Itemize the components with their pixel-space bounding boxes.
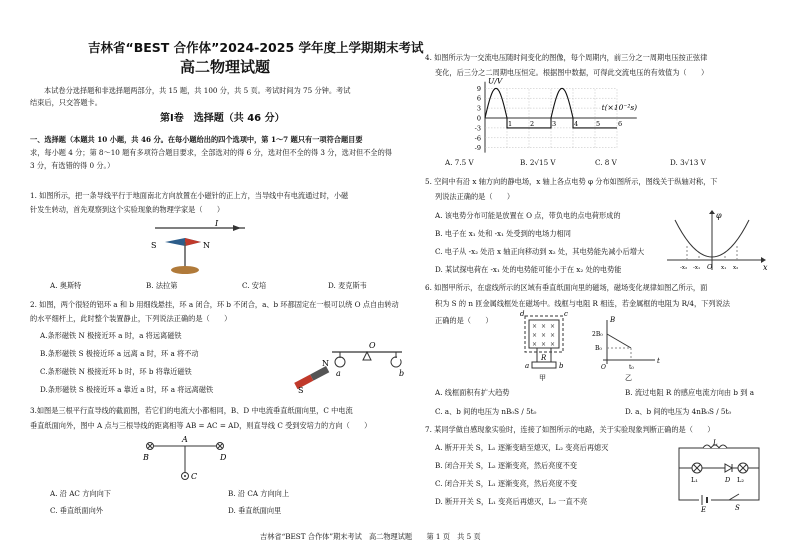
q7-line-1: 7. 某同学做自感现象实验时，连接了如图所示的电路，关于实验现象判断正确的是（ ） (425, 425, 715, 434)
instructions-line-1: 本试卷分选择题和非选择题两部分，共 15 题，共 100 分，共 5 页。考试时间为 75 分钟。考试 (44, 86, 351, 95)
q1-current-label: I (215, 219, 219, 228)
exam-title: 吉林省“BEST 合作体”2024-2025 学年度上学期期末考试 (88, 40, 424, 55)
q7-circuit-figure (673, 440, 765, 512)
q4-option-b[interactable]: B. 2√15 V (520, 158, 556, 167)
q4-x-axis-label: t(×10⁻²s) (601, 102, 638, 112)
q5-origin-label: O (707, 263, 713, 271)
q4-y-tick-label: -9 (474, 144, 481, 153)
q4-line-1: 4. 如图所示为一交流电压随时间变化的图像，每个周期内，前三分之一周期电压按正弦律 (425, 53, 708, 62)
q5-option-b[interactable]: B. 电子在 x₁ 处和 -x₁ 处受到的电场力相同 (435, 229, 571, 238)
q1-option-b[interactable]: B. 法拉第 (146, 281, 178, 290)
q6-yi-label: 乙 (625, 374, 632, 382)
q6-line-2: 积为 S 的 n 匝金属线框处在磁场中。线框与电阻 R 相连，若金属框的电阻为 R/4，下列说法 (435, 299, 730, 308)
q2-o-label: O (369, 341, 376, 350)
q5-option-a[interactable]: A. 该电势分布可能是放置在 O 点，带负电的点电荷形成的 (435, 211, 621, 220)
svg-text:×: × (541, 323, 547, 330)
exam-subtitle: 高二物理试题 (180, 58, 271, 76)
q5-tick-neg-x1: -x₁ (693, 265, 701, 271)
q4-y-tick-label: 6 (476, 94, 481, 103)
q6-option-a[interactable]: A. 线框面积有扩大趋势 (435, 388, 510, 397)
q4-option-c[interactable]: C. 8 V (595, 158, 617, 167)
svg-text:×: × (541, 341, 547, 348)
q4-x-tick-label: 1 (508, 120, 513, 128)
q1-option-c[interactable]: C. 安培 (242, 281, 267, 290)
q4-y-tick-label: 0 (476, 114, 481, 123)
q4-x-tick-label: 2 (530, 120, 535, 128)
q4-x-tick-label: 4 (574, 120, 579, 128)
q6-d-label: d (520, 310, 525, 318)
q7-l2-label: L₂ (737, 476, 744, 484)
q7-s-label: S (735, 504, 740, 512)
q4-option-d[interactable]: D. 3√13 V (670, 158, 706, 167)
svg-text:×: × (541, 332, 547, 339)
q5-line-2: 列说法正确的是（ ） (435, 192, 515, 201)
q3-a-label: A (182, 435, 188, 444)
svg-text:×: × (532, 323, 538, 330)
q6-b-label: b (559, 362, 564, 370)
q6-a-label: a (525, 362, 530, 370)
q7-d-label: D (725, 476, 731, 484)
q6-c-label: c (564, 310, 568, 318)
q3-option-b[interactable]: B. 沿 CA 方向向上 (228, 489, 290, 498)
q5-tick-x2: x₂ (733, 265, 739, 271)
q3-line-2: 垂直纸面向外，图中 A 点与三根导线的距离相等 AB = AC = AD，则直导线 C 受到安培力的方向（ ） (30, 421, 372, 430)
q2-line-1: 2. 如图，两个很轻的铝环 a 和 b 用细线悬挂，环 a 闭合，环 b 不闭合，a、b 环都固定在一根可以绕 O 点自由转动 (30, 300, 399, 309)
q4-x-tick-label: 3 (552, 120, 557, 128)
q4-y-tick-label: 9 (476, 84, 481, 93)
q5-option-d[interactable]: D. 某试探电荷在 -x₁ 处的电势能可能小于在 x₂ 处的电势能 (435, 265, 622, 274)
q6-b0-label: B₀ (595, 345, 602, 352)
svg-text:×: × (532, 332, 538, 339)
q4-x-tick-label: 6 (618, 120, 623, 128)
q6-line-3: 正确的是（ ） (435, 316, 493, 325)
q5-potential-figure (667, 210, 767, 272)
q6-t0-label: t₀ (629, 364, 634, 371)
q1-s-label: S (151, 241, 157, 250)
q7-e-label: E (701, 506, 707, 514)
q1-n-label: N (203, 241, 210, 250)
q3-d-label: D (220, 453, 227, 462)
svg-text:×: × (550, 323, 556, 330)
q1-option-d[interactable]: D. 麦克斯韦 (328, 281, 367, 290)
q2-s-label: S (298, 386, 304, 395)
q3-option-a[interactable]: A. 沿 AC 方向向下 (50, 489, 111, 498)
q7-option-c[interactable]: C. 闭合开关 S，L₁ 逐渐变亮，然后亮度不变 (435, 479, 577, 488)
q5-phi-label: φ (716, 211, 722, 220)
q6-circuit-figure (517, 312, 667, 384)
q4-y-tick-label: -6 (474, 134, 481, 143)
q5-tick-neg-x2: -x₂ (680, 265, 688, 271)
q7-l1-label: L₁ (691, 476, 698, 484)
left-column (30, 0, 424, 560)
q3-c-label: C (191, 472, 198, 481)
q3-option-c[interactable]: C. 垂直纸面向外 (50, 506, 103, 515)
q2-line-2: 的水平细杆上，此时整个装置静止，下列说法正确的是（ ） (30, 314, 232, 323)
q5-option-c[interactable]: C. 电子从 -x₂ 处沿 x 轴正向移动到 x₂ 处，其电势能先减小后增大 (435, 247, 645, 256)
q7-option-d[interactable]: D. 断开开关 S，L₁ 变亮后再熄灭，L₂ 一直不亮 (435, 497, 588, 506)
section-heading: 第Ⅰ卷 选择题（共 46 分） (160, 113, 285, 124)
q4-voltage-chart (465, 76, 665, 154)
q3-line-1: 3.如图是三根平行直导线的截面图，若它们的电流大小都相同，B、D 中电流垂直纸面向里，C 中电流 (30, 406, 353, 415)
right-column (425, 0, 780, 560)
q1-option-a[interactable]: A. 奥斯特 (50, 281, 82, 290)
q2-option-b[interactable]: B.条形磁铁 S 极接近环 a 远离 a 时，环 a 将不动 (40, 349, 199, 358)
q7-l-label: L (713, 439, 718, 447)
q6-t-label: t (657, 357, 660, 365)
svg-text:×: × (550, 341, 556, 348)
q4-x-tick-label: 5 (596, 120, 601, 128)
part1-line-1: 求，每小题 4 分；第 8～10 题有多项符合题目要求，全部选对的得 6 分，选对但不全的得 3 分，选对但不全的得 (30, 148, 392, 157)
q3-option-d[interactable]: D. 垂直纸面向里 (228, 506, 282, 515)
q2-rings-figure (292, 338, 412, 403)
q6-r-label: R (541, 354, 547, 362)
q6-line-1: 6. 如图甲所示，在虚线所示的区域有垂直纸面向里的磁场，磁场变化规律如图乙所示，面 (425, 283, 708, 292)
q3-wires-figure (140, 436, 250, 486)
q4-line-2: 变化，后三分之二周期电压恒定。根据图中数据，可得此交流电压的有效值为（ ） (435, 68, 709, 77)
q2-option-a[interactable]: A.条形磁铁 N 极接近环 a 时，a 将远离磁铁 (40, 331, 182, 340)
q6-2b0-label: 2B₀ (592, 331, 603, 338)
svg-text:×: × (550, 332, 556, 339)
q1-line-2: 针发生转动，首先观察到这个实验现象的物理学家是（ ） (30, 205, 225, 214)
q2-n-label: N (322, 359, 329, 368)
q5-line-1: 5. 空间中有沿 x 轴方向的静电场，x 轴上各点电势 φ 分布如图所示，图线关于纵轴对称，下 (425, 177, 718, 186)
q4-y-tick-label: 3 (476, 104, 481, 113)
instructions-line-2: 结束后，只交答题卡。 (30, 98, 102, 107)
q4-y-tick-label: -3 (474, 124, 481, 133)
q6-origin-label: O (601, 364, 606, 371)
q6-option-c[interactable]: C. a、b 间的电压为 nB₀S / 5t₀ (435, 407, 537, 416)
q7-option-a[interactable]: A. 断开开关 S，L₁ 逐渐变暗至熄灭，L₂ 变亮后再熄灭 (435, 443, 609, 452)
q2-option-c[interactable]: C.条形磁铁 N 极接近环 b 时，环 b 将靠近磁铁 (40, 367, 192, 376)
q3-b-label: B (143, 453, 149, 462)
q6-option-d[interactable]: D. a、b 间的电压为 4nB₀S / 5t₀ (625, 407, 732, 416)
q2-a-label: a (336, 369, 341, 378)
q6-jia-label: 甲 (539, 374, 546, 382)
q6-option-b[interactable]: B. 流过电阻 R 的感应电流方向由 b 到 a (625, 388, 755, 397)
q7-option-b[interactable]: B. 闭合开关 S，L₂ 逐渐变亮，然后亮度不变 (435, 461, 578, 470)
q5-x-label: x (763, 263, 768, 272)
q2-option-d[interactable]: D.条形磁铁 S 极接近环 a 靠近 a 时，环 a 将远离磁铁 (40, 385, 214, 394)
q5-tick-x1: x₁ (721, 265, 727, 271)
q4-option-a[interactable]: A. 7.5 V (445, 158, 474, 167)
q1-compass-figure (145, 220, 255, 280)
q1-line-1: 1. 如图所示，把一条导线平行于地面南北方向放置在小磁针的正上方，当导线中有电流通过时，小磁 (30, 191, 349, 200)
part1-line-2: 3 分，有选错的得 0 分。） (30, 161, 115, 170)
q4-y-axis-label: U/V (488, 76, 503, 86)
q2-b-label: b (399, 369, 405, 378)
q6-b-axis-label: B (610, 316, 616, 324)
page-footer: 吉林省“BEST 合作体”期末考试 高二物理试题 第 1 页 共 5 页 (260, 532, 481, 541)
svg-text:×: × (532, 341, 538, 348)
part1-heading: 一、选择题（本题共 10 小题，共 46 分。在每小题给出的四个选项中，第 1～7 题只有一项符合题目要 (30, 135, 363, 144)
